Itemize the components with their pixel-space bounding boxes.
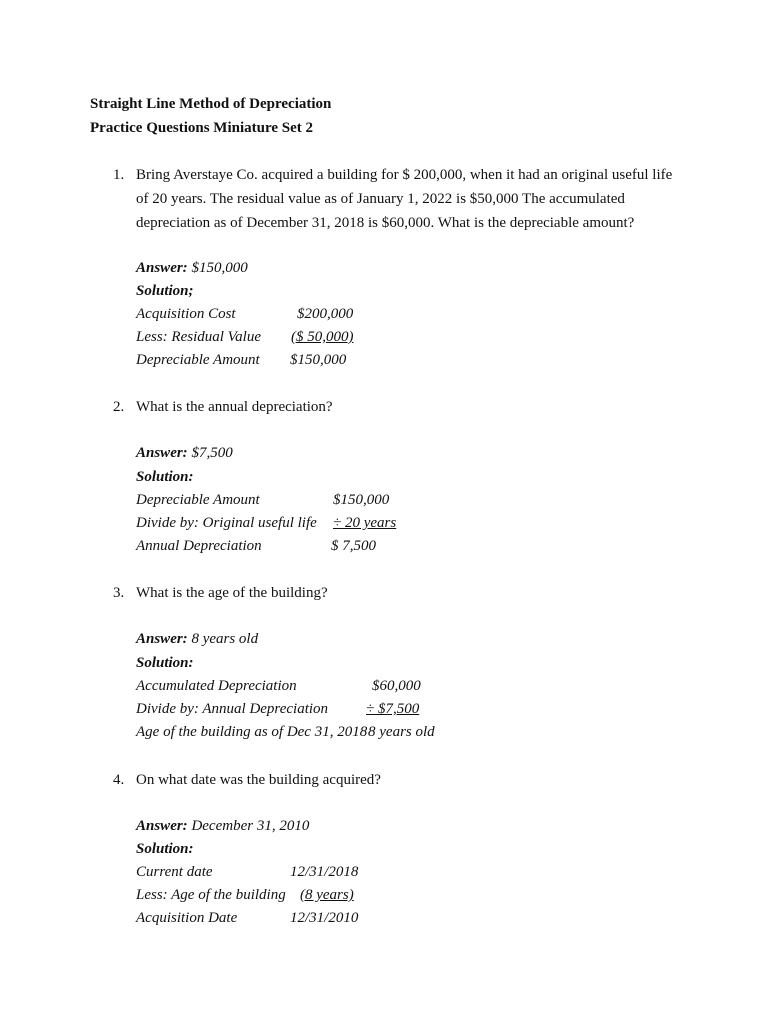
question-text: On what date was the building acquired? bbox=[136, 772, 381, 788]
solution-row-value: 8 years old bbox=[368, 724, 435, 740]
solution-label: Solution: bbox=[136, 469, 194, 485]
solution-label: Solution; bbox=[136, 283, 194, 299]
solution-label: Solution: bbox=[136, 655, 194, 671]
answer-label: Answer: bbox=[136, 631, 188, 647]
answer-line bbox=[136, 258, 248, 278]
solution-row-value: ÷ 20 years bbox=[333, 515, 397, 531]
answer-value: 8 years old bbox=[191, 631, 259, 647]
answer-line bbox=[136, 443, 233, 463]
document-subtitle: Practice Questions Miniature Set 2 bbox=[90, 120, 314, 136]
solution-row-label: Depreciable Amount bbox=[136, 352, 260, 368]
solution-row-value: $150,000 bbox=[333, 492, 390, 508]
solution-row-value: ÷ $7,500 bbox=[366, 701, 420, 717]
answer-label: Answer: bbox=[136, 260, 188, 276]
solution-row-label: Less: Age of the building bbox=[136, 887, 286, 903]
solution-row-label: Acquisition Date bbox=[136, 910, 238, 926]
answer-line bbox=[136, 816, 309, 836]
solution-row-value: 12/31/2010 bbox=[290, 910, 359, 926]
solution-row-label: Divide by: Original useful life bbox=[136, 515, 317, 531]
question-text: What is the age of the building? bbox=[136, 585, 328, 601]
solution-row-label: Age of the building as of Dec 31, 2018 bbox=[136, 724, 368, 740]
solution-row-label: Accumulated Depreciation bbox=[136, 678, 297, 694]
solution-row-value: (8 years) bbox=[300, 887, 354, 903]
question-number: 1. bbox=[113, 167, 125, 183]
document-title: Straight Line Method of Depreciation bbox=[90, 96, 332, 112]
answer-value: December 31, 2010 bbox=[191, 818, 310, 834]
solution-row-value: ($ 50,000) bbox=[291, 329, 354, 345]
answer-value: $7,500 bbox=[191, 445, 233, 461]
question-number: 2. bbox=[113, 399, 125, 415]
answer-label: Answer: bbox=[136, 818, 188, 834]
solution-row-value: $ 7,500 bbox=[331, 538, 376, 554]
answer-label: Answer: bbox=[136, 445, 188, 461]
solution-row-label: Depreciable Amount bbox=[136, 492, 260, 508]
solution-row-label: Current date bbox=[136, 864, 213, 880]
solution-row-label: Annual Depreciation bbox=[136, 538, 262, 554]
solution-row-value: $150,000 bbox=[290, 352, 347, 368]
question-number: 3. bbox=[113, 585, 125, 601]
solution-label: Solution: bbox=[136, 841, 194, 857]
answer-line bbox=[136, 629, 258, 649]
solution-row-label: Divide by: Annual Depreciation bbox=[136, 701, 329, 717]
solution-row-value: $200,000 bbox=[297, 306, 354, 322]
solution-row-label: Acquisition Cost bbox=[136, 306, 236, 322]
question-number: 4. bbox=[113, 772, 125, 788]
answer-value: $150,000 bbox=[191, 260, 248, 276]
question-text: What is the annual depreciation? bbox=[136, 399, 333, 415]
question-text: Bring Averstaye Co. acquired a building for $ 200,000, when it had an original useful life of 20 years. The residual value as of January 1, 2022 is $50,000 The accumulated depreciation as of December 31, 2018 is $60,000. What is the depreciable amount? bbox=[136, 167, 673, 231]
solution-row-value: 12/31/2018 bbox=[290, 864, 359, 880]
solution-row-label: Less: Residual Value bbox=[136, 329, 261, 345]
solution-row-value: $60,000 bbox=[372, 678, 421, 694]
